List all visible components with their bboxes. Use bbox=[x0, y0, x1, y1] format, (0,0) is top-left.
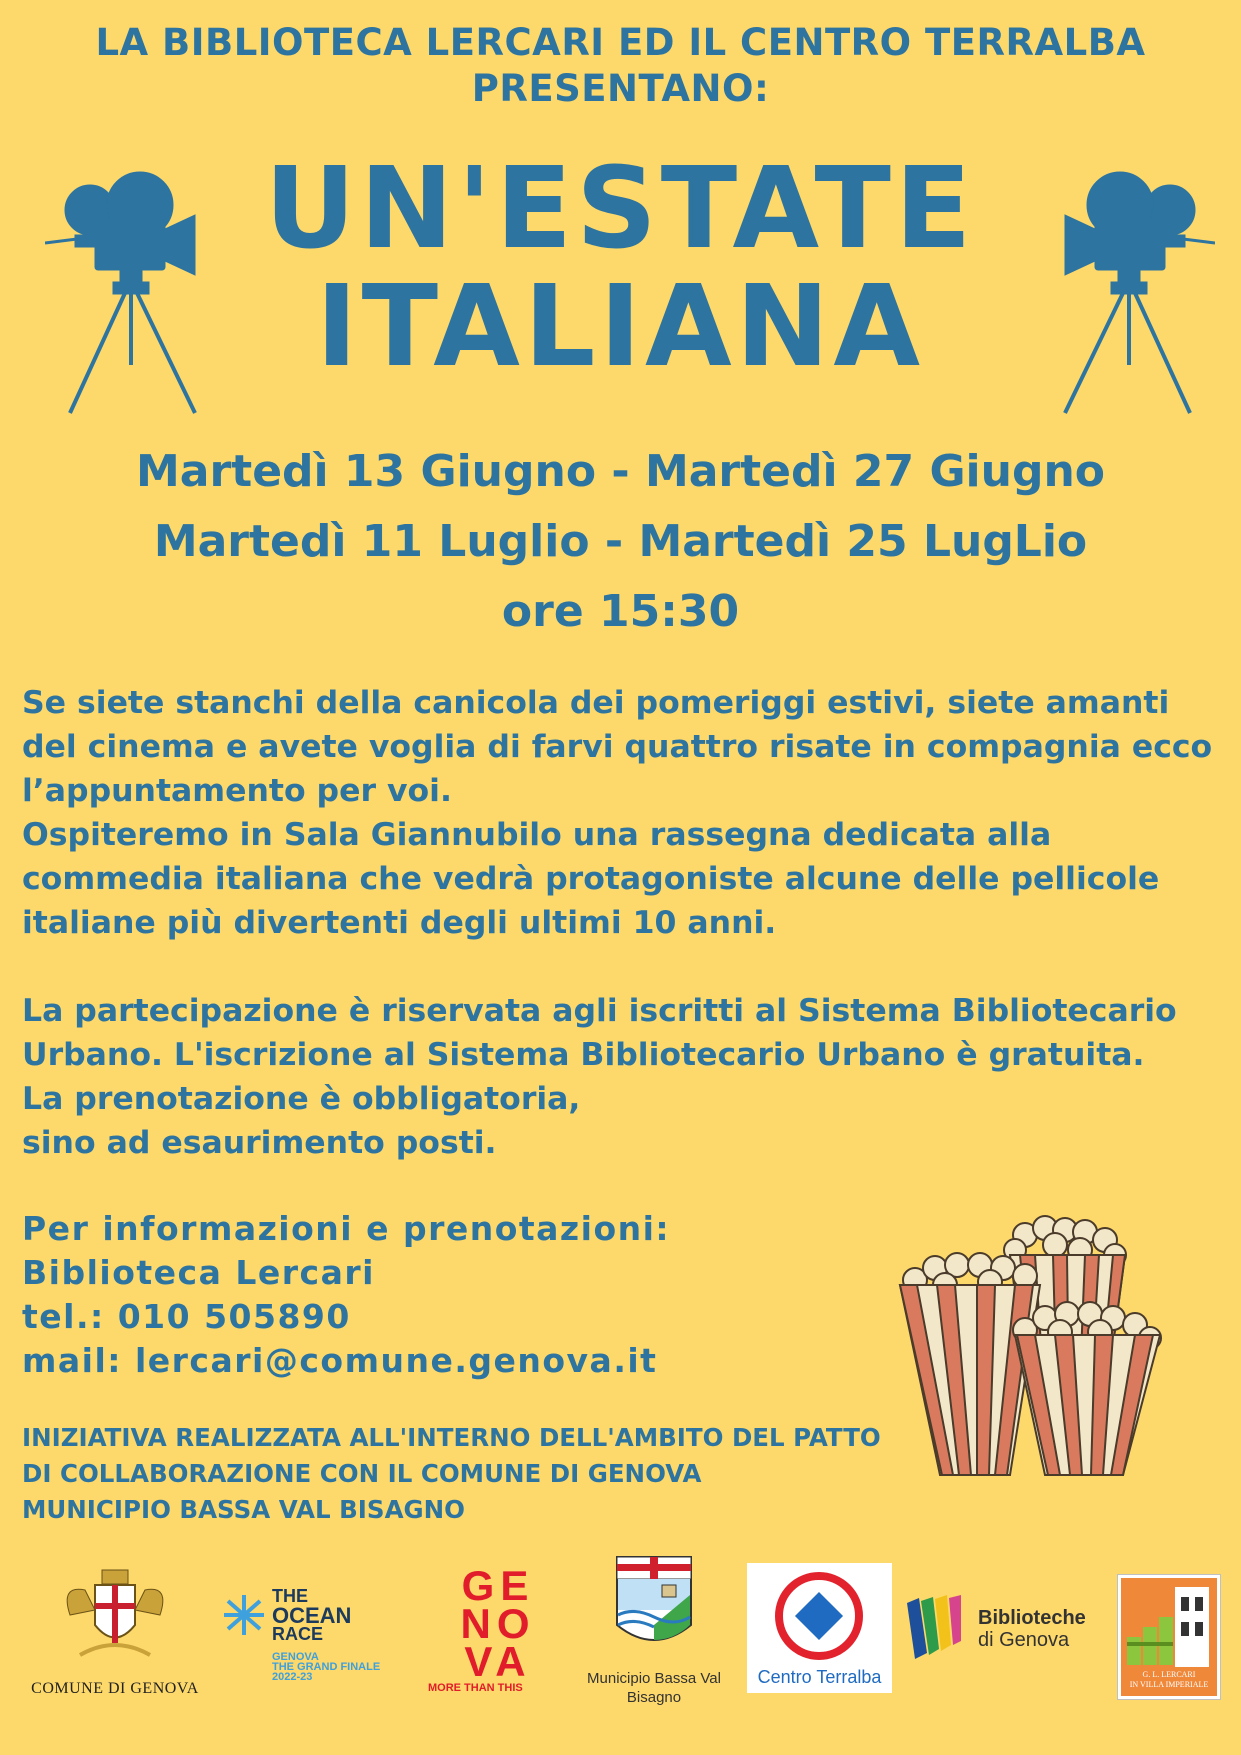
contact-name: Biblioteca Lercari bbox=[22, 1253, 375, 1292]
ocean-race-text: RACE bbox=[272, 1624, 324, 1644]
title-line-1: UN'ESTATE bbox=[264, 144, 976, 274]
description-paragraph: Ospiteremo in Sala Giannubilo una rassegna dedicata alla commedia italiana che vedrà protagoniste alcune delle pellicole italiane più divertenti degli ultimi 10 anni. bbox=[22, 817, 1160, 941]
popcorn-icon bbox=[895, 1210, 1185, 1480]
genova-brand-tagline: MORE THAN THIS bbox=[428, 1682, 523, 1694]
note-line-1: INIZIATIVA REALIZZATA ALL'INTERNO DELL'AMBITO DEL PATTO bbox=[22, 1423, 881, 1452]
genova-brand-text: GE bbox=[461, 1562, 535, 1609]
note-line-2: DI COLLABORAZIONE CON IL COMUNE DI GENOVA bbox=[22, 1459, 702, 1488]
biblioteche-label-line: Biblioteche bbox=[978, 1607, 1086, 1629]
description bbox=[22, 681, 1222, 1165]
header-line-2: PRESENTANO: bbox=[471, 67, 770, 110]
comune-genova-label: COMUNE DI GENOVA bbox=[31, 1680, 199, 1697]
ocean-race-text: THE GRAND FINALE bbox=[272, 1661, 381, 1673]
lercari-label-line: IN VILLA IMPERIALE bbox=[1129, 1680, 1209, 1689]
terralba-icon bbox=[774, 1571, 864, 1661]
booking-text: La prenotazione è obbligatoria, bbox=[22, 1081, 581, 1117]
contact-email: mail: lercari@comune.genova.it bbox=[22, 1341, 658, 1380]
contact-heading: Per informazioni e prenotazioni: bbox=[22, 1209, 671, 1248]
ocean-race-icon bbox=[222, 1593, 266, 1637]
dates-line-1: Martedì 13 Giugno - Martedì 27 Giugno bbox=[135, 446, 1106, 497]
description-paragraph: Se siete stanchi della canicola dei pomeriggi estivi, siete amanti del cinema e avete voglia di farvi quattro risate in compagnia ecco l’appuntamento per voi. bbox=[22, 685, 1213, 809]
availability-text: sino ad esaurimento posti. bbox=[22, 1125, 497, 1161]
movie-camera-icon bbox=[45, 165, 215, 415]
contact-phone: tel.: 010 505890 bbox=[22, 1297, 351, 1336]
biblioteche-label bbox=[978, 1607, 1086, 1651]
ocean-race-text: OCEAN bbox=[272, 1603, 352, 1628]
dates-line-2: Martedì 11 Luglio - Martedì 25 LugLio bbox=[153, 516, 1088, 567]
villa-icon bbox=[1125, 1582, 1213, 1668]
initiative-note bbox=[22, 1420, 922, 1528]
municipio-label bbox=[570, 1669, 738, 1707]
municipio-crest-icon bbox=[614, 1555, 694, 1651]
title-line-2: ITALIANA bbox=[315, 262, 925, 392]
municipio-label-line: Bisagno bbox=[626, 1689, 682, 1706]
terralba-label: Centro Terralba bbox=[757, 1667, 882, 1687]
comune-genova-crest-icon bbox=[50, 1565, 180, 1665]
lercari-label-line: G. L. LERCARI bbox=[1142, 1670, 1196, 1679]
ocean-race-subtitle bbox=[272, 1652, 380, 1682]
header bbox=[0, 20, 1241, 112]
genova-brand-text: VA bbox=[464, 1638, 532, 1685]
event-dates bbox=[0, 437, 1241, 647]
genova-brand-text: NO bbox=[460, 1600, 536, 1647]
ocean-race-text: THE bbox=[272, 1586, 308, 1606]
header-line-1: LA BIBLIOTECA LERCARI ED IL CENTRO TERRALBA bbox=[95, 21, 1146, 64]
genova-brand-logo bbox=[428, 1562, 568, 1695]
participation-text: La partecipazione è riservata agli iscritti al Sistema Bibliotecario Urbano. L'iscrizione al Sistema Bibliotecario Urbano è gratuita. bbox=[22, 993, 1177, 1073]
biblioteche-label-line: di Genova bbox=[978, 1629, 1070, 1651]
contact-info bbox=[22, 1207, 822, 1383]
movie-camera-icon bbox=[1045, 165, 1215, 415]
lercari-logo bbox=[1118, 1575, 1220, 1699]
lercari-label bbox=[1121, 1670, 1217, 1690]
centro-terralba-logo bbox=[747, 1563, 892, 1693]
event-time: ore 15:30 bbox=[501, 586, 740, 637]
ocean-race-logo bbox=[272, 1588, 351, 1643]
event-title bbox=[250, 144, 990, 392]
books-icon bbox=[905, 1593, 965, 1663]
note-line-3: MUNICIPIO BASSA VAL BISAGNO bbox=[22, 1495, 465, 1524]
ocean-race-text: 2022-23 bbox=[272, 1671, 313, 1683]
ocean-race-text: GENOVA bbox=[272, 1651, 319, 1663]
municipio-label-line: Municipio Bassa Val bbox=[587, 1670, 721, 1687]
partner-logos bbox=[0, 1555, 1241, 1735]
